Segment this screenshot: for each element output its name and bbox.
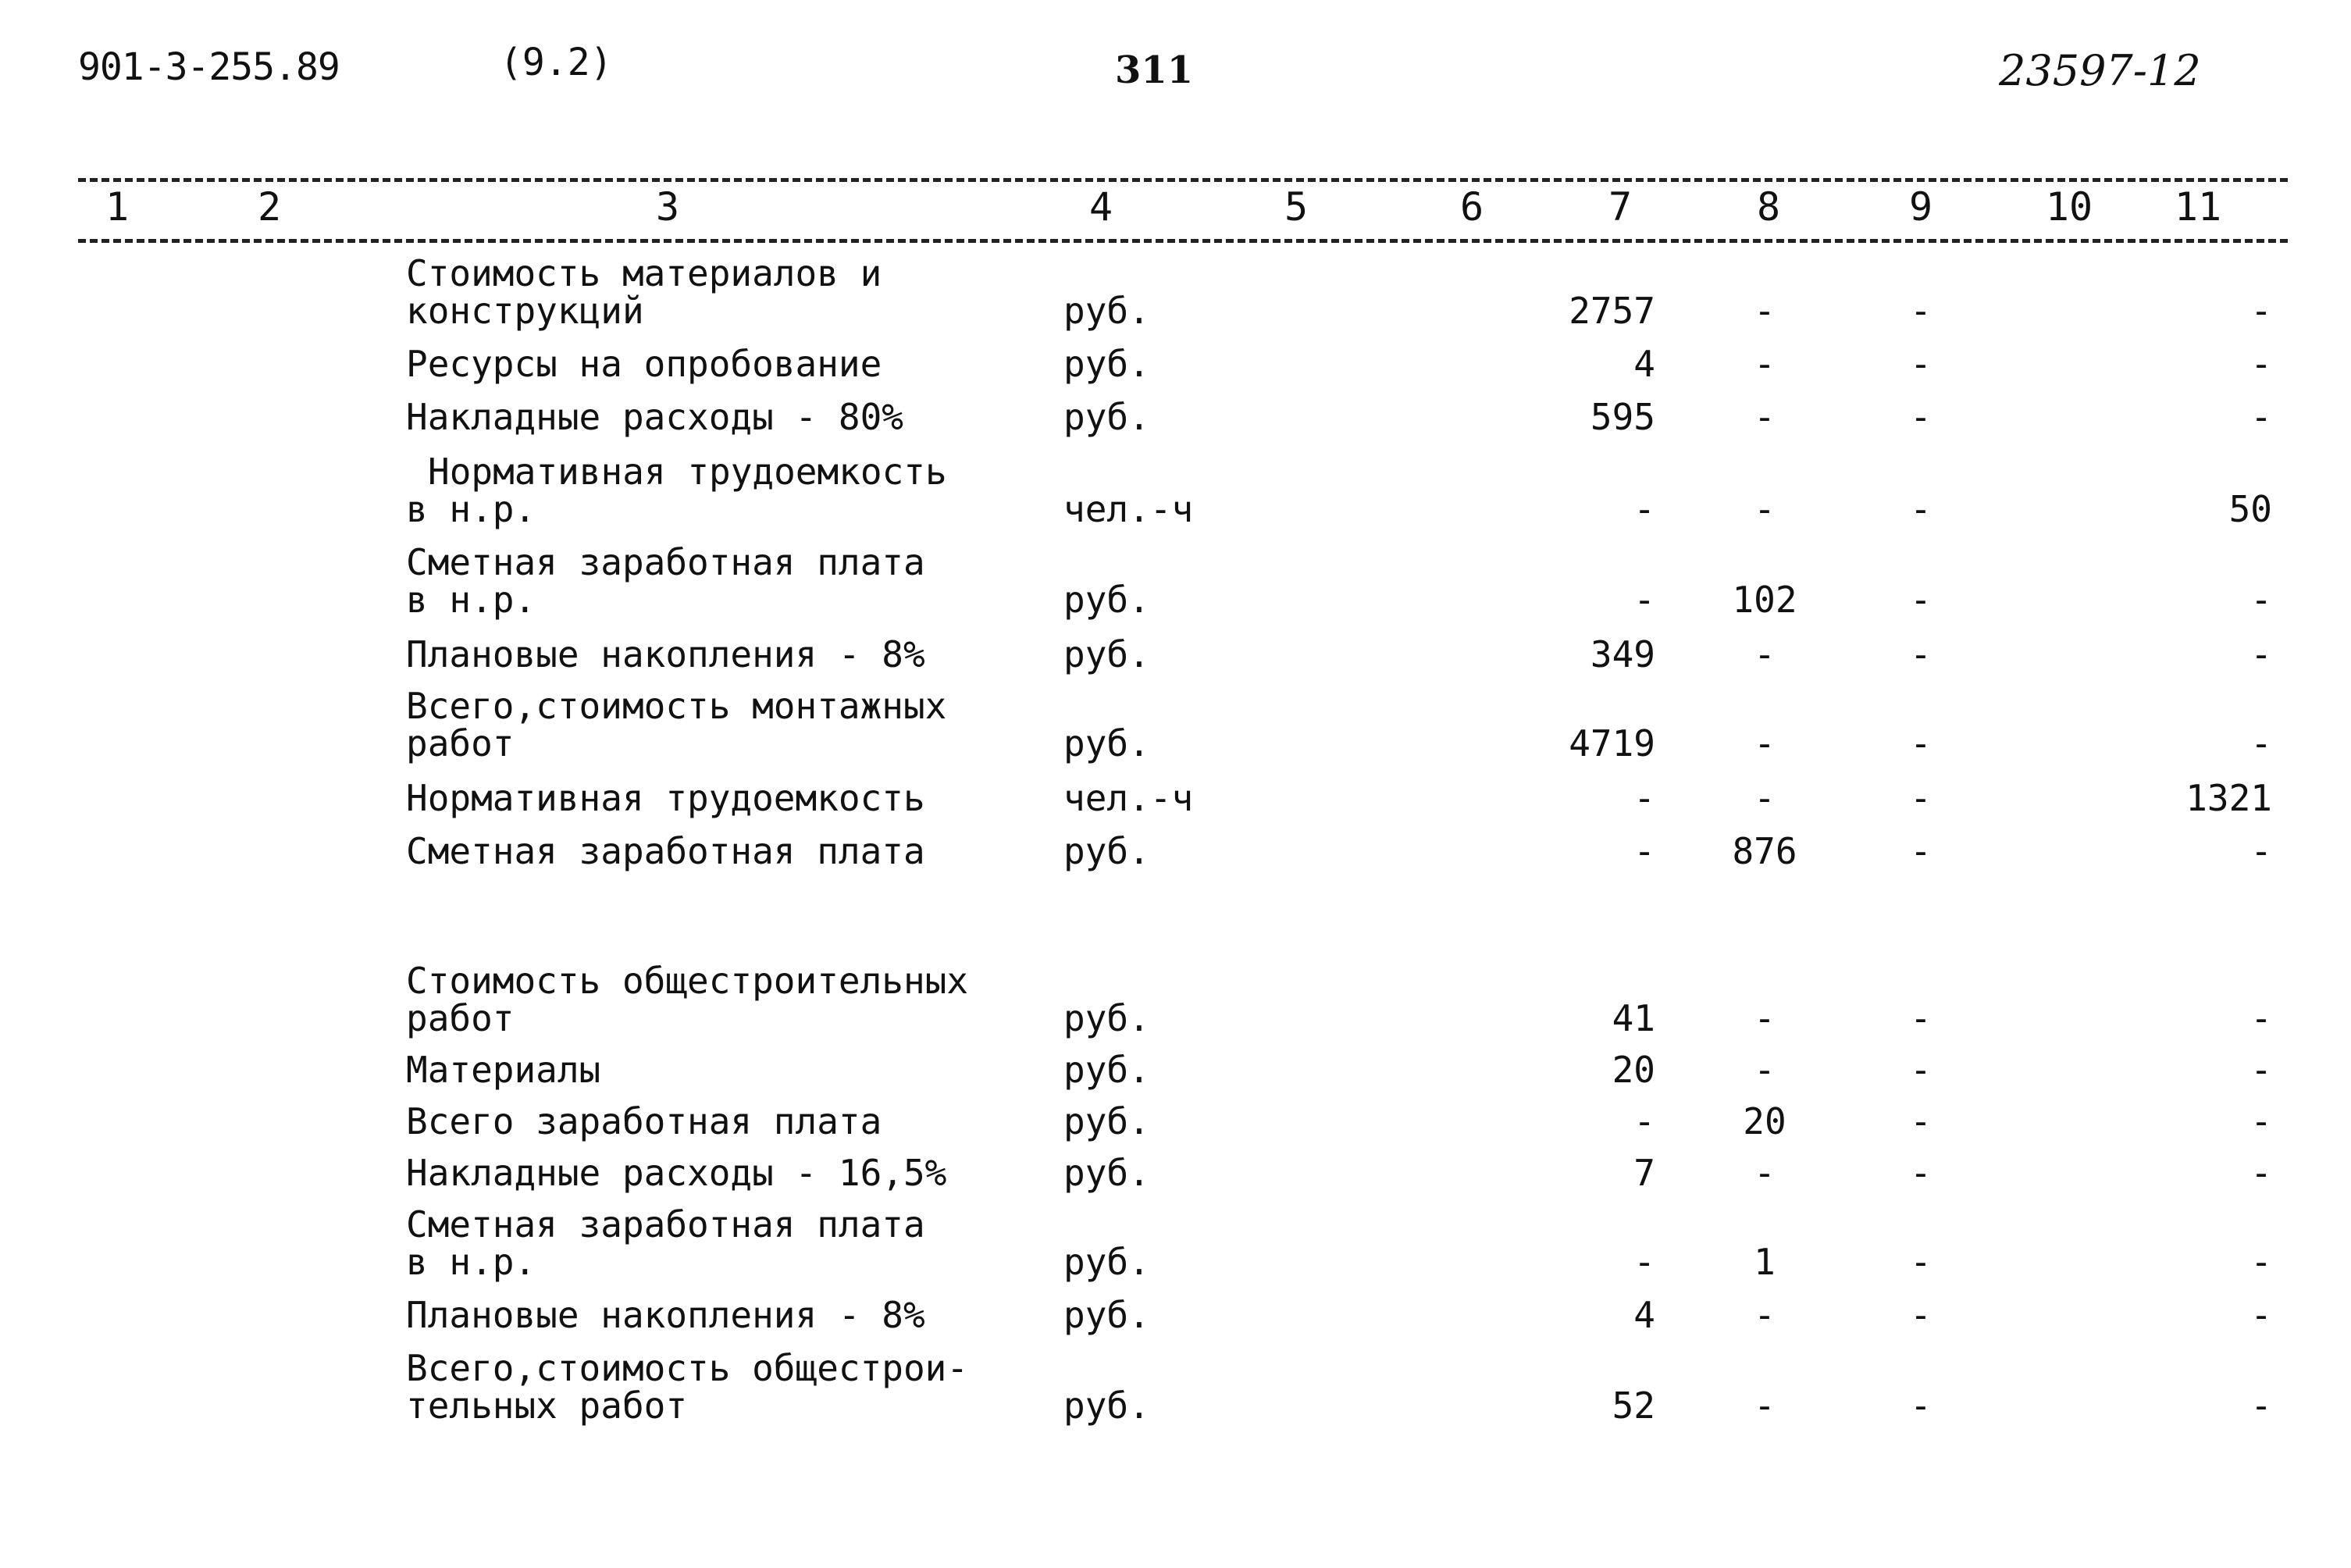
row-label: Плановые накопления - 8%: [406, 633, 925, 675]
table-row: [0, 252, 2351, 337]
row-label: Сметная заработная плата: [406, 830, 925, 872]
row-col8-value: -: [1754, 343, 1776, 385]
row-label: Стоимость материалов и конструкций: [406, 252, 882, 332]
row-unit: руб.: [1063, 1241, 1150, 1283]
row-col7-value: -: [1633, 1241, 1655, 1283]
row-unit: руб.: [1063, 579, 1150, 621]
row-label: Накладные расходы - 80%: [406, 396, 903, 438]
row-col8-value: 876: [1732, 830, 1797, 872]
row-col11-value: -: [2250, 1152, 2272, 1194]
page-number: 311: [1115, 48, 1194, 92]
row-col7-value: -: [1633, 579, 1655, 621]
row-unit: руб.: [1063, 1049, 1150, 1091]
row-col8-value: -: [1754, 997, 1776, 1039]
table-row: [0, 1049, 2351, 1096]
row-col9-value: -: [1910, 343, 1932, 385]
row-label: Материалы: [406, 1049, 601, 1091]
row-unit: чел.-ч: [1063, 777, 1194, 819]
row-col8-value: -: [1754, 633, 1776, 675]
row-col8-value: -: [1754, 1152, 1776, 1194]
row-unit: руб.: [1063, 633, 1150, 675]
table-row: [0, 1153, 2351, 1199]
row-col11-value: 1321: [2185, 777, 2272, 819]
table-row: [0, 541, 2351, 626]
row-col9-value: -: [1910, 396, 1932, 438]
table-header-top-rule: [78, 178, 2288, 182]
table-row: [0, 1101, 2351, 1148]
row-col8-value: 20: [1743, 1100, 1786, 1142]
row-unit: руб.: [1063, 290, 1150, 332]
row-col9-value: -: [1910, 1294, 1932, 1336]
column-number-2: 2: [257, 184, 282, 230]
row-label: Стоимость общестроительных работ: [406, 960, 969, 1039]
row-col7-value: 4: [1633, 343, 1655, 385]
inventory-number: 23597-12: [1999, 46, 2201, 95]
row-label: Всего,стоимость общестрои- тельных работ: [406, 1347, 969, 1427]
row-col11-value: -: [2250, 722, 2272, 764]
row-col7-value: 595: [1590, 396, 1655, 438]
row-label: Всего заработная плата: [406, 1100, 882, 1142]
row-col9-value: -: [1910, 722, 1932, 764]
row-col8-value: -: [1754, 777, 1776, 819]
row-unit: руб.: [1063, 830, 1150, 872]
row-col7-value: -: [1633, 488, 1655, 530]
table-row: [0, 960, 2351, 1045]
row-col7-value: 41: [1612, 997, 1655, 1039]
row-col11-value: -: [2250, 1241, 2272, 1283]
row-col9-value: -: [1910, 1152, 1932, 1194]
row-col8-value: -: [1754, 488, 1776, 530]
table-row: [0, 1347, 2351, 1432]
row-col11-value: -: [2250, 343, 2272, 385]
row-col7-value: 52: [1612, 1384, 1655, 1427]
column-number-8: 8: [1756, 184, 1781, 230]
table-row: [0, 1203, 2351, 1288]
row-col7-value: -: [1633, 777, 1655, 819]
table-row: [0, 344, 2351, 390]
row-col8-value: -: [1754, 1294, 1776, 1336]
row-unit: руб.: [1063, 1100, 1150, 1142]
table-row: [0, 831, 2351, 878]
column-number-1: 1: [105, 184, 130, 230]
row-col11-value: -: [2250, 1100, 2272, 1142]
row-label: Ресурсы на опробование: [406, 343, 882, 385]
row-col7-value: 4: [1633, 1294, 1655, 1336]
row-col9-value: -: [1910, 1384, 1932, 1427]
row-col9-value: -: [1910, 830, 1932, 872]
row-col9-value: -: [1910, 1049, 1932, 1091]
row-col11-value: -: [2250, 396, 2272, 438]
row-col11-value: -: [2250, 1294, 2272, 1336]
column-number-10: 10: [2045, 184, 2093, 230]
row-col8-value: -: [1754, 396, 1776, 438]
row-col11-value: -: [2250, 1384, 2272, 1427]
row-col7-value: 7: [1633, 1152, 1655, 1194]
row-col7-value: 4719: [1569, 722, 1655, 764]
row-col9-value: -: [1910, 997, 1932, 1039]
column-number-11: 11: [2174, 184, 2222, 230]
row-unit: руб.: [1063, 396, 1150, 438]
row-col9-value: -: [1910, 488, 1932, 530]
table-header-bottom-rule: [78, 239, 2288, 243]
row-col9-value: -: [1910, 579, 1932, 621]
row-unit: руб.: [1063, 997, 1150, 1039]
table-row: [0, 685, 2351, 770]
table-row: [0, 778, 2351, 825]
row-col9-value: -: [1910, 290, 1932, 332]
row-unit: руб.: [1063, 343, 1150, 385]
row-col9-value: -: [1910, 633, 1932, 675]
row-label: Нормативная трудоемкость в н.р.: [406, 451, 947, 530]
row-unit: руб.: [1063, 722, 1150, 764]
column-number-7: 7: [1608, 184, 1633, 230]
row-col8-value: -: [1754, 290, 1776, 332]
row-col11-value: -: [2250, 997, 2272, 1039]
row-unit: чел.-ч: [1063, 488, 1194, 530]
row-unit: руб.: [1063, 1152, 1150, 1194]
row-col7-value: 20: [1612, 1049, 1655, 1091]
row-col11-value: 50: [2228, 488, 2272, 530]
row-unit: руб.: [1063, 1294, 1150, 1336]
row-label: Накладные расходы - 16,5%: [406, 1152, 947, 1194]
row-col7-value: 2757: [1569, 290, 1655, 332]
row-col9-value: -: [1910, 777, 1932, 819]
row-col8-value: 1: [1754, 1241, 1776, 1283]
row-label: Сметная заработная плата в н.р.: [406, 1203, 925, 1283]
row-label: Всего,стоимость монтажных работ: [406, 685, 947, 764]
row-col11-value: -: [2250, 830, 2272, 872]
row-col7-value: 349: [1590, 633, 1655, 675]
column-number-9: 9: [1908, 184, 1933, 230]
table-row: [0, 451, 2351, 536]
row-col8-value: 102: [1732, 579, 1797, 621]
row-col7-value: -: [1633, 830, 1655, 872]
row-col11-value: -: [2250, 579, 2272, 621]
row-label: Нормативная трудоемкость: [406, 777, 925, 819]
row-col8-value: -: [1754, 722, 1776, 764]
document-code: 901-3-255.89: [78, 45, 340, 89]
row-col8-value: -: [1754, 1049, 1776, 1091]
table-row: [0, 634, 2351, 681]
column-number-5: 5: [1284, 184, 1309, 230]
row-col11-value: -: [2250, 290, 2272, 332]
row-col11-value: -: [2250, 633, 2272, 675]
section-number: (9.2): [500, 41, 613, 84]
column-number-4: 4: [1088, 184, 1113, 230]
row-label: Сметная заработная плата в н.р.: [406, 541, 925, 621]
column-number-3: 3: [655, 184, 680, 230]
row-col7-value: -: [1633, 1100, 1655, 1142]
table-row: [0, 1295, 2351, 1342]
column-number-6: 6: [1459, 184, 1484, 230]
row-col11-value: -: [2250, 1049, 2272, 1091]
row-col9-value: -: [1910, 1241, 1932, 1283]
row-unit: руб.: [1063, 1384, 1150, 1427]
row-col9-value: -: [1910, 1100, 1932, 1142]
row-col8-value: -: [1754, 1384, 1776, 1427]
row-label: Плановые накопления - 8%: [406, 1294, 925, 1336]
table-row: [0, 397, 2351, 444]
